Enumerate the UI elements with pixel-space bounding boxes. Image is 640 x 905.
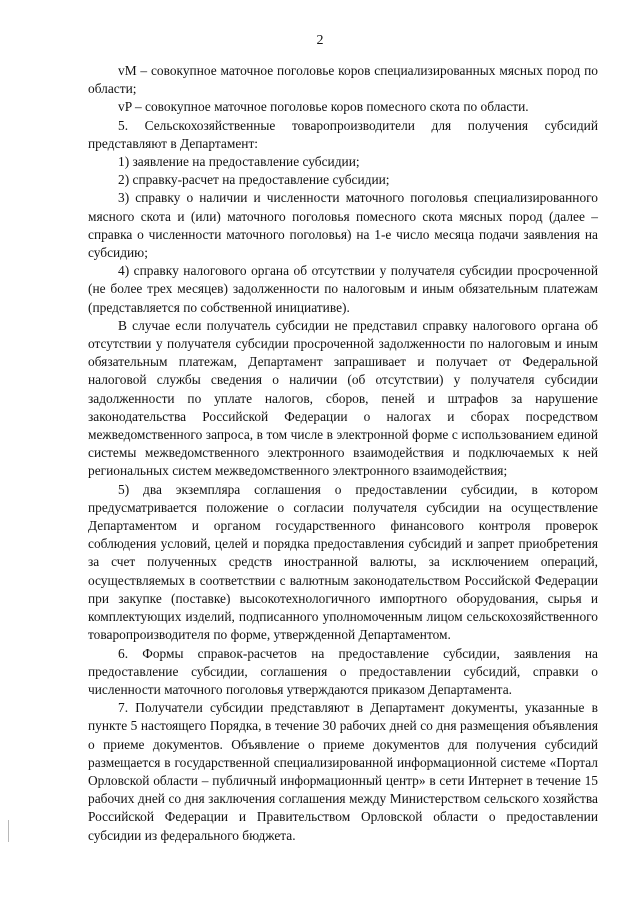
paragraph-item-6: 6. Формы справок-расчетов на предоставление субсидии, заявления на предоставление субсидии, соглашения о предоставлении субсидий, справки о численности маточного поголовья утверждаются приказом Департамента. [88, 645, 598, 697]
paragraph-vp-definition: vP – совокупное маточное поголовье коров помесного скота по области. [118, 99, 529, 115]
paragraph-item-7: 7. Получатели субсидии представляют в Департамент документы, указанные в пункте 5 настоящего Порядка, в течение 30 рабочих дней со дня размещения объявления о приеме документов. Объявление о приеме документов для получения субсидий размещается в государственной специализированной информационной системе «Портал Орловской области – публичный информационный центр» в сети Интернет в течение 15 рабочих дней со дня заключения соглашения между Министерством сельского хозяйства Российской Федерации и Правительством Орловской области о предоставлении субсидии из федерального бюджета. [88, 700, 598, 843]
document-body [88, 62, 598, 845]
list-item-3: 3) справку о наличии и численности маточного поголовья специализированного мясного скота и (или) маточного поголовья помесного скота мясных пород (далее – справка о численности маточного поголовья) на 1-е число месяца подачи заявления на субсидию; [88, 190, 598, 261]
list-item-1: 1) заявление на предоставление субсидии; [118, 154, 360, 170]
list-item-4: 4) справку налогового органа об отсутствии у получателя субсидии просроченной (не более трех месяцев) задолженности по налоговым и иным обязательным платежам (представляется по собственной инициативе). [88, 263, 598, 315]
scan-margin-mark [8, 820, 9, 842]
list-item-2: 2) справку-расчет на предоставление субсидии; [118, 172, 390, 188]
page-number: 2 [316, 33, 324, 48]
paragraph-tax-request: В случае если получатель субсидии не представил справку налогового органа об отсутствии у получателя субсидии просроченной задолженности по налоговым и иным обязательным платежам, Департамент запрашивает и получает от Федеральной налоговой службы сведения о наличии (об отсутствии) у получателя субсидии задолженности по уплате налогов, сборов, пеней и штрафов за нарушение законодательства Российской Федерации о налогах и сборах посредством межведомственного запроса, в том числе в электронной форме с использованием единой системы межведомственного электронного взаимодействия и подключаемых к ней региональных систем межведомственного электронного взаимодействия; [88, 317, 598, 479]
list-item-5: 5) два экземпляра соглашения о предоставлении субсидии, в котором предусматривается положение о согласии получателя субсидии на осуществление Департаментом и органом государственного финансового контроля проверок соблюдения условий, целей и порядка предоставления субсидий и запрет приобретения за счет полученных средств иностранной валюты, за исключением операций, осуществляемых в соответствии с валютным законодательством Российской Федерации при закупке (поставке) высокотехнологичного импортного оборудования, сырья и комплектующих изделий, подписанного уполномоченным лицом сельскохозяйственного товаропроизводителя по форме, утвержденной Департаментом. [88, 481, 598, 643]
paragraph-vm-definition: vM – совокупное маточное поголовье коров специализированных мясных пород по области; [88, 63, 598, 97]
paragraph-item-5: 5. Сельскохозяйственные товаропроизводители для получения субсидий представляют в Департамент: [88, 117, 598, 151]
